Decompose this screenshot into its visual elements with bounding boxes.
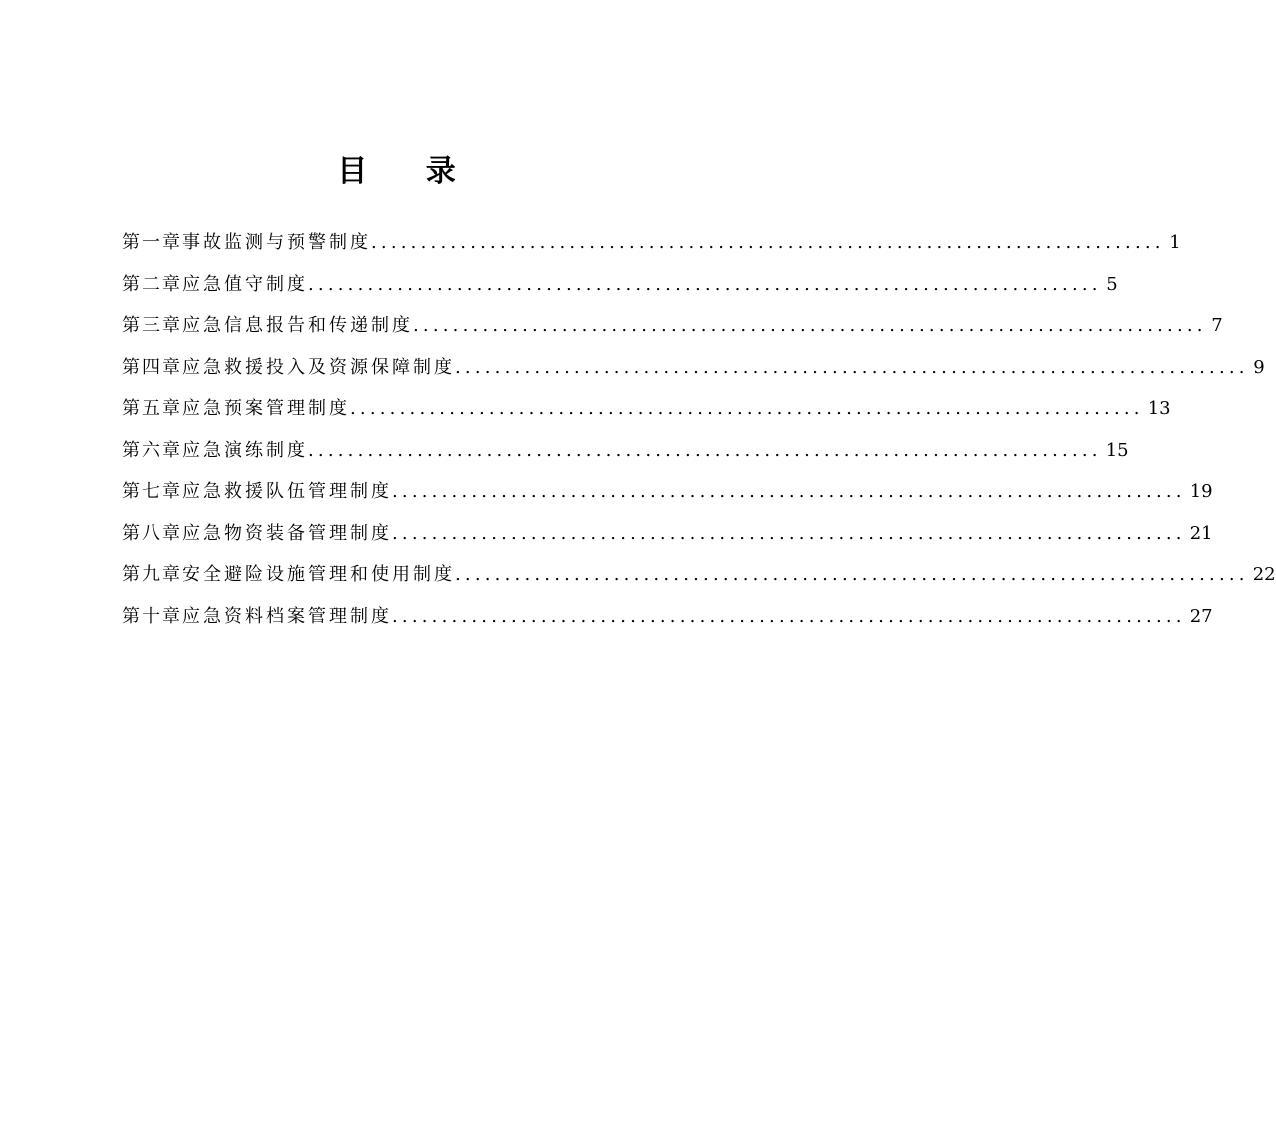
toc-dot-leader: ................................................................................ bbox=[413, 315, 1207, 336]
toc-dot-leader: ................................................................................ bbox=[455, 564, 1249, 585]
toc-entry[interactable] bbox=[122, 474, 1213, 516]
toc-entry[interactable] bbox=[122, 308, 1223, 350]
toc-list bbox=[122, 225, 1276, 640]
toc-chapter-title: 应急资料档案管理制度 bbox=[182, 605, 392, 627]
toc-dot-leader: ................................................................................ bbox=[308, 273, 1102, 295]
toc-dot-leader: ................................................................................ bbox=[392, 481, 1186, 502]
toc-chapter-title: 事故监测与预警制度 bbox=[182, 232, 371, 253]
toc-chapter-number: 第三章 bbox=[122, 315, 182, 336]
toc-dot-leader: ................................................................................ bbox=[392, 522, 1186, 544]
toc-chapter-number: 第一章 bbox=[122, 232, 182, 253]
toc-page-number: 9 bbox=[1253, 356, 1265, 378]
toc-entry[interactable] bbox=[122, 225, 1181, 267]
toc-entry[interactable] bbox=[122, 557, 1276, 599]
toc-chapter-title: 应急值守制度 bbox=[182, 273, 308, 295]
toc-dot-leader: ................................................................................ bbox=[308, 439, 1102, 461]
toc-page-number: 27 bbox=[1189, 605, 1213, 627]
toc-page-number: 13 bbox=[1147, 398, 1171, 419]
toc-chapter-number: 第五章 bbox=[122, 398, 182, 419]
toc-page-number: 15 bbox=[1105, 439, 1129, 461]
toc-chapter-number: 第九章 bbox=[122, 564, 182, 585]
page-title: 目 录 bbox=[337, 154, 480, 189]
toc-chapter-title: 安全避险设施管理和使用制度 bbox=[182, 564, 455, 585]
toc-page-number: 7 bbox=[1211, 315, 1223, 336]
toc-chapter-title: 应急救援队伍管理制度 bbox=[182, 481, 392, 502]
toc-entry[interactable] bbox=[122, 433, 1129, 475]
toc-chapter-title: 应急信息报告和传递制度 bbox=[182, 315, 413, 336]
toc-page-number: 19 bbox=[1189, 481, 1213, 502]
toc-chapter-number: 第六章 bbox=[122, 439, 182, 461]
toc-chapter-title: 应急救援投入及资源保障制度 bbox=[182, 356, 455, 378]
toc-entry[interactable] bbox=[122, 391, 1171, 433]
toc-page-number: 1 bbox=[1169, 232, 1181, 253]
toc-page-number: 22 bbox=[1252, 564, 1276, 585]
toc-chapter-title: 应急预案管理制度 bbox=[182, 398, 350, 419]
toc-chapter-title: 应急演练制度 bbox=[182, 439, 308, 461]
toc-entry[interactable] bbox=[122, 267, 1118, 309]
toc-chapter-number: 第七章 bbox=[122, 481, 182, 502]
toc-dot-leader: ................................................................................ bbox=[350, 398, 1144, 419]
toc-dot-leader: ................................................................................ bbox=[371, 232, 1165, 253]
toc-entry[interactable] bbox=[122, 516, 1213, 558]
toc-chapter-number: 第八章 bbox=[122, 522, 182, 544]
toc-dot-leader: ................................................................................ bbox=[455, 356, 1249, 378]
toc-chapter-number: 第十章 bbox=[122, 605, 182, 627]
toc-page-number: 21 bbox=[1189, 522, 1213, 544]
toc-entry[interactable] bbox=[122, 599, 1213, 641]
toc-chapter-title: 应急物资装备管理制度 bbox=[182, 522, 392, 544]
toc-chapter-number: 第二章 bbox=[122, 273, 182, 295]
toc-dot-leader: ................................................................................ bbox=[392, 605, 1186, 627]
toc-entry[interactable] bbox=[122, 350, 1265, 392]
toc-chapter-number: 第四章 bbox=[122, 356, 182, 378]
toc-page-number: 5 bbox=[1106, 273, 1118, 295]
